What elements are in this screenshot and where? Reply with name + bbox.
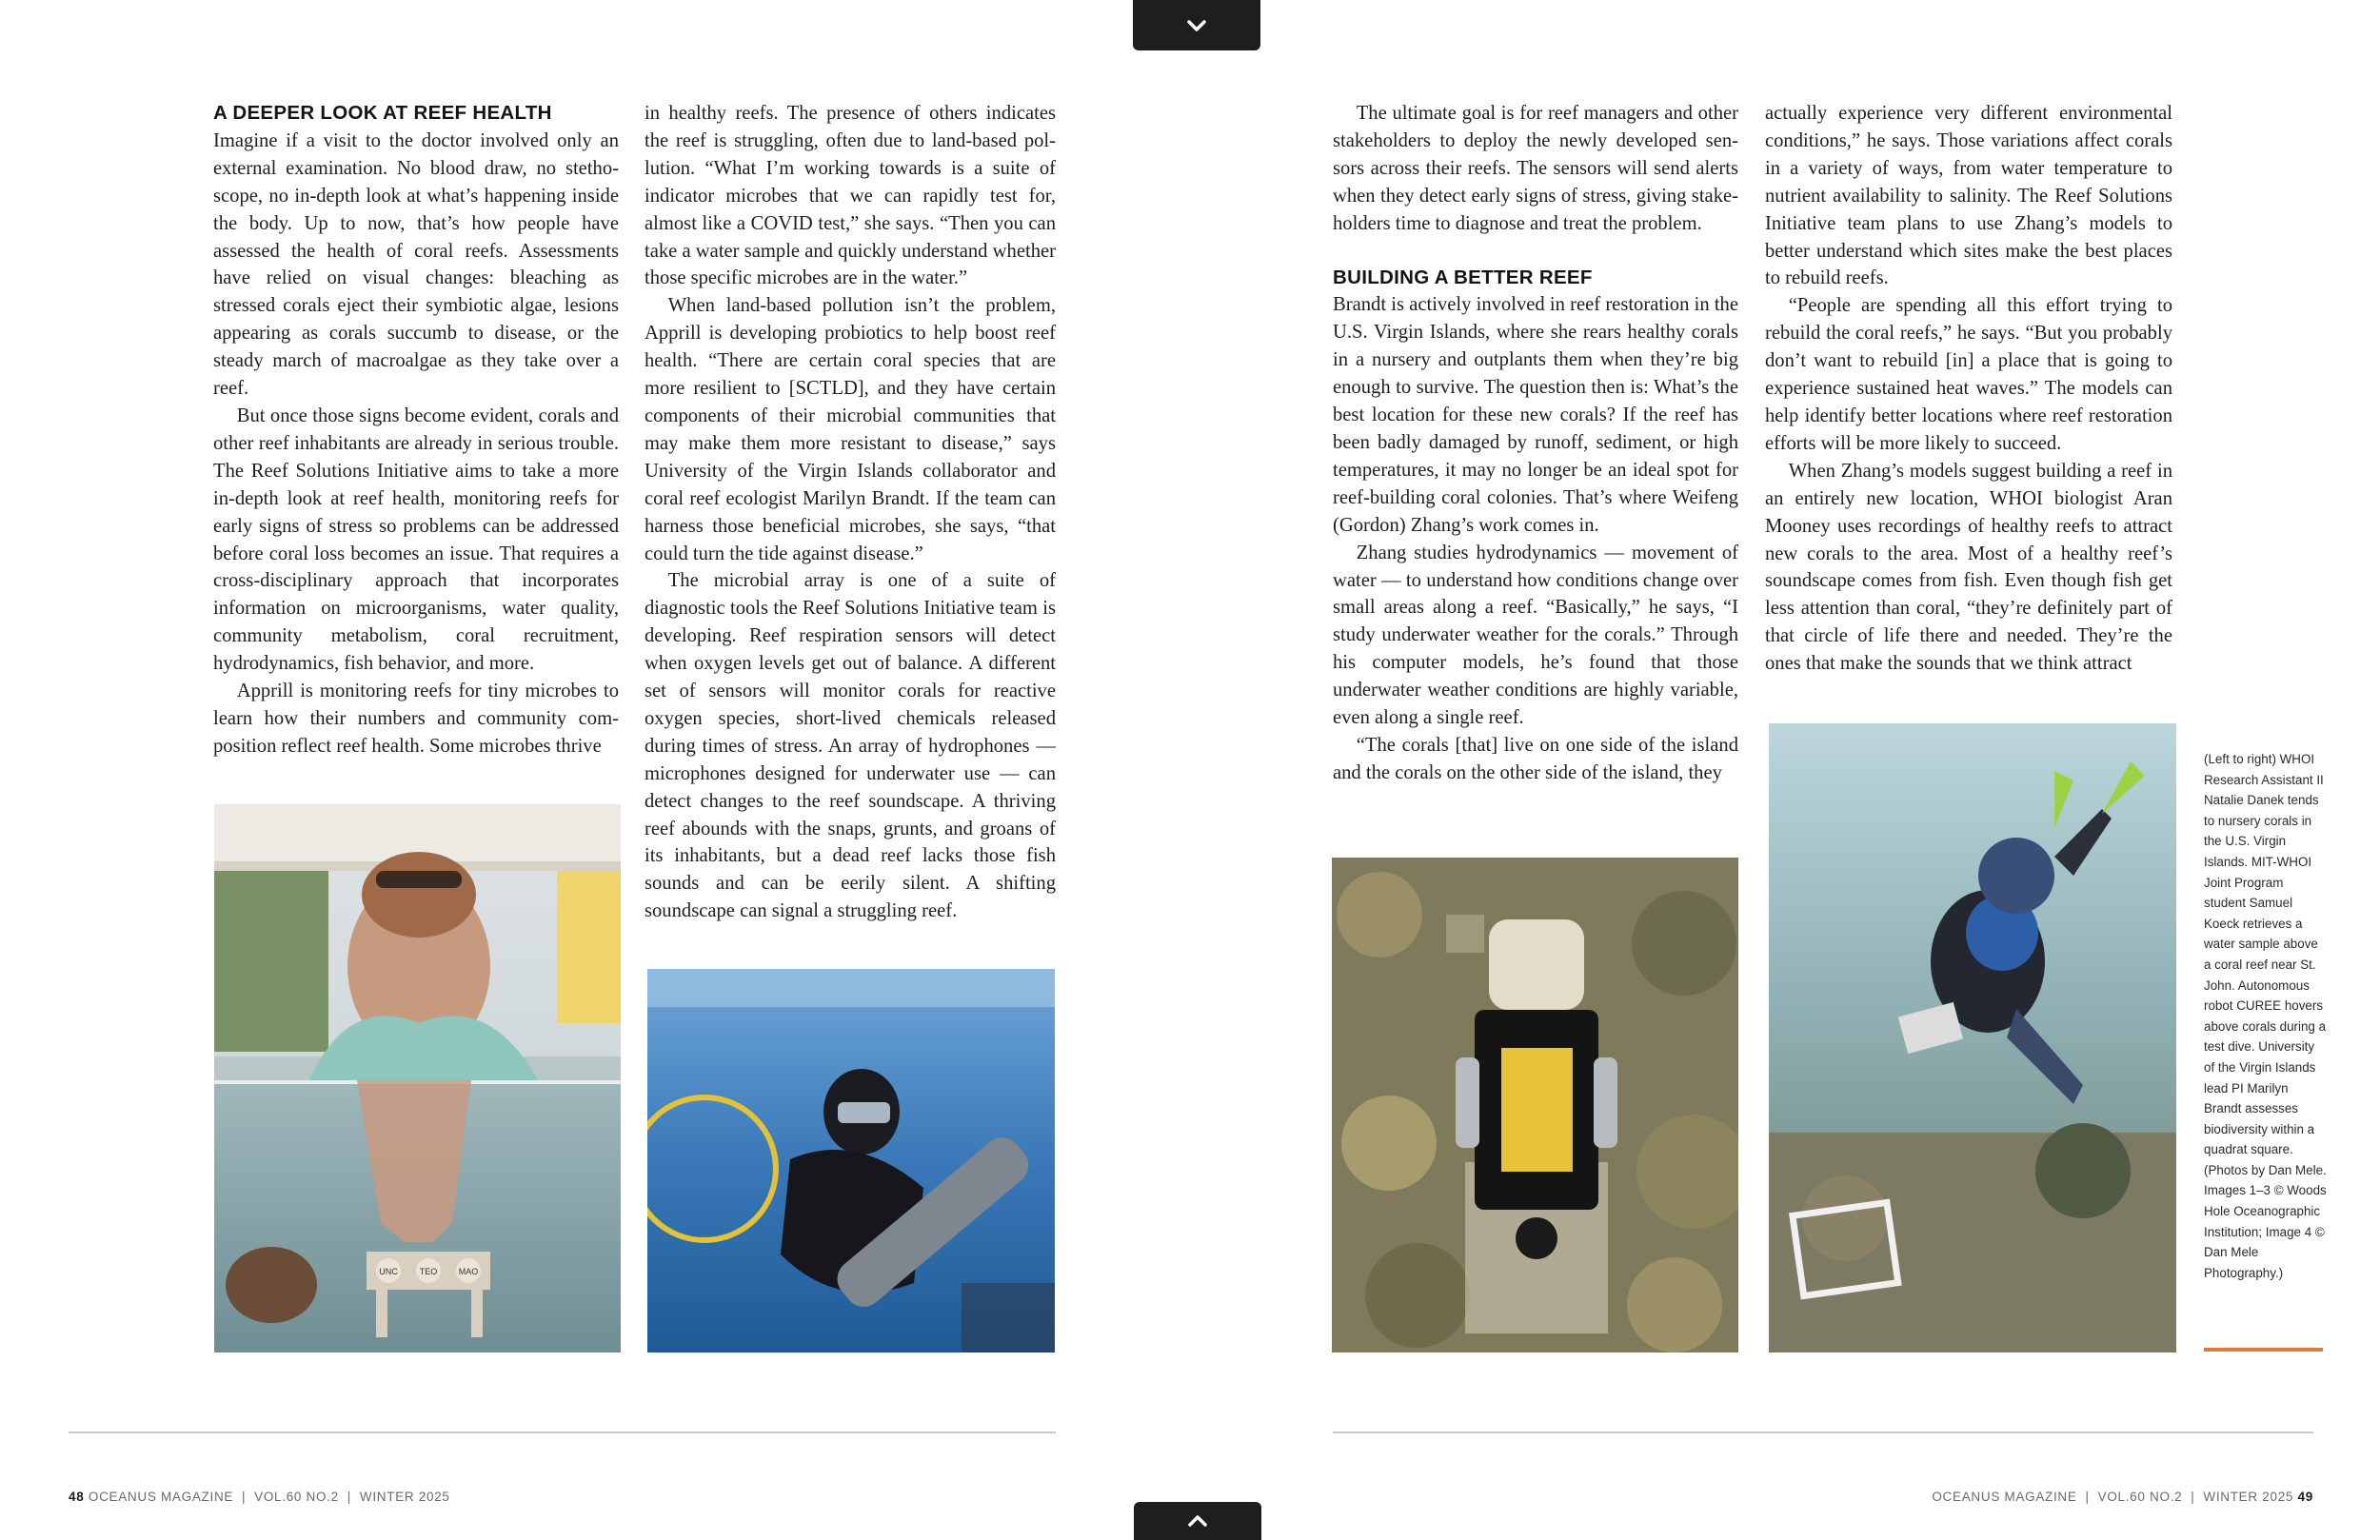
volume-info: VOL.60 NO.2	[254, 1490, 339, 1504]
article-column-4	[1765, 100, 2172, 678]
photo-samuel-koeck-water-sample	[647, 969, 1055, 1352]
paragraph: Zhang studies hydrodynamics — movement of water — to understand how conditions change over small areas along a reef. “Basically,” he says, “I study underwater weather for the corals.” Through his computer models, he’s found that those underwater weather conditions are highly variable, even along a single reef.	[1333, 542, 1738, 729]
volume-info: VOL.60 NO.2	[2097, 1490, 2183, 1504]
publication-name: OCEANUS MAGAZINE	[1932, 1490, 2077, 1504]
paragraph: Imagine if a visit to the doctor involved only an external examination. No blood draw, no stethoscope, no in-depth look at what’s happening inside the body. Up to now, that’s how people have assessed the health of coral reefs. Assessments have relied on visual changes: bleaching as stressed corals eject their symbiotic algae, lesions appearing as corals succumb to disease, or the steady march of macroalgae as they take over a reef.	[213, 129, 619, 400]
caption-accent-rule	[2204, 1348, 2323, 1352]
footer-divider-left	[69, 1431, 1056, 1433]
coral-tag-label: UNC	[379, 1267, 398, 1276]
paragraph: The ultimate goal is for reef managers and other stakeholders to deploy the newly developed sensors across their reefs. The sensors will send alerts when they detect early signs of stress, giving stakeholders time to diagnose and treat the problem.	[1333, 103, 1738, 234]
publication-name: OCEANUS MAGAZINE	[88, 1490, 234, 1504]
section-heading-better-reef: BUILDING A BETTER REEF	[1333, 266, 1593, 288]
page-number: 48	[69, 1490, 85, 1504]
issue-info: WINTER 2025	[2203, 1490, 2294, 1504]
chevron-up-icon	[1186, 1513, 1209, 1529]
paragraph: actually experience very different environmental conditions,” he says. Those variations affect corals in a variety of ways, from water temperature to nutrient availability to salinity. The Reef Solutions Initiative team plans to use Zhang’s models to better understand which sites make the best places to rebuild reefs.	[1765, 103, 2172, 289]
coral-tag-label: TEO	[419, 1267, 438, 1276]
paragraph: When Zhang’s models suggest building a reef in an entirely new location, WHOI biologist Aran Mooney uses recordings of healthy reefs to attract new corals to the area. Most of a healthy reef’s soundscape comes from fish. Even though fish get less attention than coral, “they’re definitely part of that circle of life there and needed. They’re the ones that make the sounds that we think attract	[1765, 460, 2172, 675]
article-column-3	[1333, 100, 1738, 787]
paragraph: The microbial array is one of a suite of diagnostic tools the Reef Solutions Initiative team is developing. Reef respiration sensors will detect when oxygen levels get out of balance. A different set of sensors will monitor corals for reactive oxygen species, short-lived chemicals released during times of stress. An array of hydrophones — microphones designed for underwater use — can detect changes to the reef soundscape. A thriving reef abounds with the snaps, grunts, and groans of its inhabitants, but a dead reef lacks those fish sounds and can be eerily silent. A shifting soundscape can signal a struggling reef.	[645, 570, 1056, 922]
section-heading-deeper-look: A DEEPER LOOK AT REEF HEALTH	[213, 102, 552, 124]
page-footer-left	[69, 1490, 450, 1504]
paragraph: in healthy reefs. The presence of others indicates the reef is struggling, often due to land-based pollution. “What I’m working towards is a suite of indicator microbes that we can rapidly test for, almost like a COVID test,” she says. “Then you can take a water sample and quickly understand whether those specific microbes are in the water.”	[645, 103, 1056, 289]
paragraph: Apprill is monitoring reefs for tiny microbes to learn how their numbers and community composition reflect reef health. Some microbes thrive	[213, 681, 619, 757]
photo-marilyn-brandt-quadrat	[1769, 723, 2176, 1352]
coral-tag-label: MAO	[458, 1267, 479, 1276]
paragraph: “The corals [that] live on one side of the island and the corals on the other side of the island, they	[1333, 734, 1738, 783]
footer-separator: |	[242, 1490, 247, 1504]
footer-separator: |	[347, 1490, 351, 1504]
footer-separator: |	[2085, 1490, 2090, 1504]
page-footer-right	[1932, 1490, 2313, 1504]
footer-divider-right	[1333, 1431, 2313, 1433]
page-number: 49	[2297, 1490, 2313, 1504]
next-page-button[interactable]	[1134, 1502, 1261, 1540]
photo-natalie-danek-nursery	[214, 804, 621, 1352]
paragraph: When land-based pollution isn’t the problem, Apprill is developing probiotics to help boost reef health. “There are certain coral species that are more resilient to [SCTLD], and they have certain components of their microbial communities that may make them more resistant to disease,” says University of the Virgin Islands collaborator and coral reef ecologist Marilyn Brandt. If the team can harness those beneficial microbes, she says, “that could turn the tide against disease.”	[645, 295, 1056, 564]
paragraph: Brandt is actively involved in reef restoration in the U.S. Virgin Islands, where she rears healthy corals in a nursery and outplants them when they’re big enough to survive. The question then is: What’s the best location for these new corals? If the reef has been badly damaged by runoff, sediment, or high temperatures, it may no longer be an ideal spot for reef-building coral colonies. That’s where Weifeng (Gordon) Zhang’s work comes in.	[1333, 294, 1738, 536]
footer-separator: |	[2191, 1490, 2195, 1504]
photo-curee-robot	[1332, 858, 1738, 1352]
previous-page-button[interactable]	[1133, 0, 1260, 50]
paragraph: But once those signs become evident, corals and other reef inhabitants are already in serious trouble. The Reef Solutions Initiative aims to take a more in-depth look at reef health, monitoring reefs for early signs of stress so problems can be addressed before coral loss becomes an issue. That requires a cross-disciplinary approach that incorporates information on microorganisms, water quality, community metabolism, coral recruitment, hydrodynamics, fish behavior, and more.	[213, 405, 619, 675]
issue-info: WINTER 2025	[359, 1490, 450, 1504]
article-column-2	[645, 100, 1056, 925]
photo-caption: (Left to right) WHOI Research Assistant II Natalie Danek tends to nursery corals in the U.S. Virgin Islands. MIT-WHOI Joint Program student Samuel Koeck retrieves a water sample above a coral reef near St. John. Autonomous robot CUREE hovers above corals during a test dive. University of the Virgin Islands lead PI Marilyn Brandt assesses biodiversity within a quadrat square. (Photos by Dan Mele. Images 1–3 © Woods Hole Oceanographic Institution; Image 4 © Dan Mele Photography.)	[2204, 752, 2327, 1280]
paragraph: “People are spending all this effort trying to rebuild the coral reefs,” he says. “But you probably don’t want to rebuild [in] a place that is going to experience sustained heat waves.” The models can help identify better locations where reef restoration efforts will be more likely to succeed.	[1765, 295, 2172, 454]
chevron-down-icon	[1185, 18, 1208, 33]
article-column-1	[213, 100, 619, 760]
